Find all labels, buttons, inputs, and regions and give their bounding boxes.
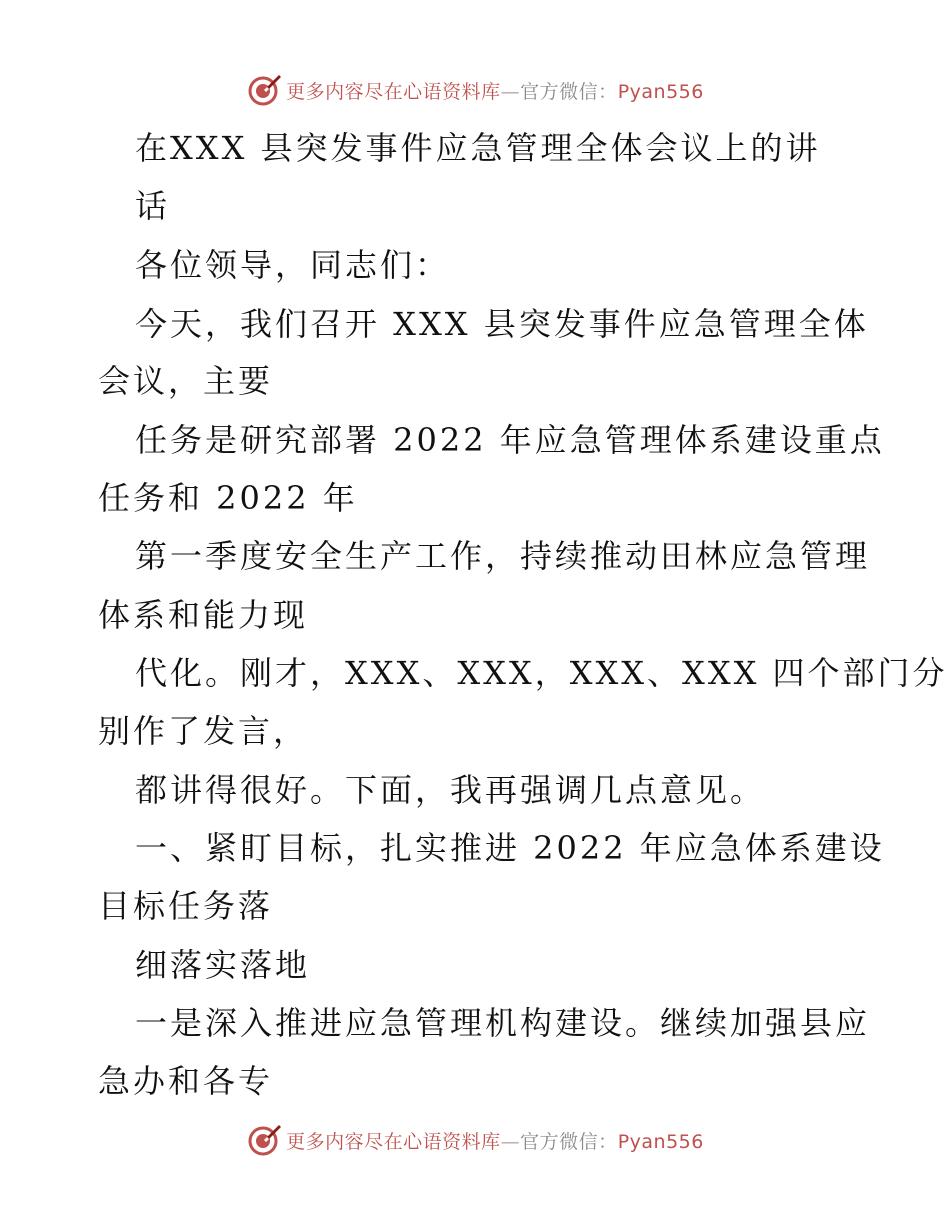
- paragraph-line: 代化。刚才，XXX、XXX，XXX、XXX 四个部门分: [135, 654, 948, 692]
- watermark-text: [286, 77, 704, 104]
- pen-nib-seal-icon: [246, 1122, 282, 1158]
- section-heading-line: 细落实落地: [135, 946, 311, 984]
- paragraph-line: 别作了发言，: [98, 712, 309, 750]
- paragraph-line: 会议，主要: [98, 362, 274, 400]
- paragraph-line: 任务和 2022 年: [98, 479, 358, 517]
- watermark-label: 官方微信：: [520, 1130, 618, 1153]
- section-heading-line: 目标任务落: [98, 887, 274, 925]
- pen-nib-seal-icon: [246, 72, 282, 108]
- paragraph-line: 急办和各专: [98, 1062, 274, 1100]
- salutation: 各位领导，同志们：: [135, 246, 451, 284]
- paragraph-line: 体系和能力现: [98, 596, 309, 634]
- watermark-separator: —: [500, 80, 521, 103]
- section-heading-line: 一、紧盯目标，扎实推进 2022 年应急体系建设: [135, 829, 885, 867]
- paragraph-line: 第一季度安全生产工作，持续推动田林应急管理: [135, 537, 871, 575]
- header-watermark: [0, 70, 950, 110]
- watermark-separator: —: [500, 1130, 521, 1153]
- paragraph-line: 一是深入推进应急管理机构建设。继续加强县应: [135, 1004, 871, 1042]
- watermark-text: [286, 1127, 704, 1154]
- watermark-label: 官方微信：: [520, 80, 618, 103]
- title-line-2: 话: [135, 187, 171, 225]
- watermark-main: 更多内容尽在心语资料库: [286, 1130, 501, 1153]
- title-line-1: 在XXX 县突发事件应急管理全体会议上的讲: [135, 129, 821, 167]
- watermark-account: Pyan556: [617, 1130, 704, 1153]
- footer-watermark: [0, 1120, 950, 1160]
- watermark-main: 更多内容尽在心语资料库: [286, 80, 501, 103]
- paragraph-line: 今天，我们召开 XXX 县突发事件应急管理全体: [135, 305, 869, 343]
- paragraph-line: 任务是研究部署 2022 年应急管理体系建设重点: [135, 421, 885, 459]
- paragraph-line: 都讲得很好。下面，我再强调几点意见。: [135, 771, 766, 809]
- watermark-account: Pyan556: [617, 80, 704, 103]
